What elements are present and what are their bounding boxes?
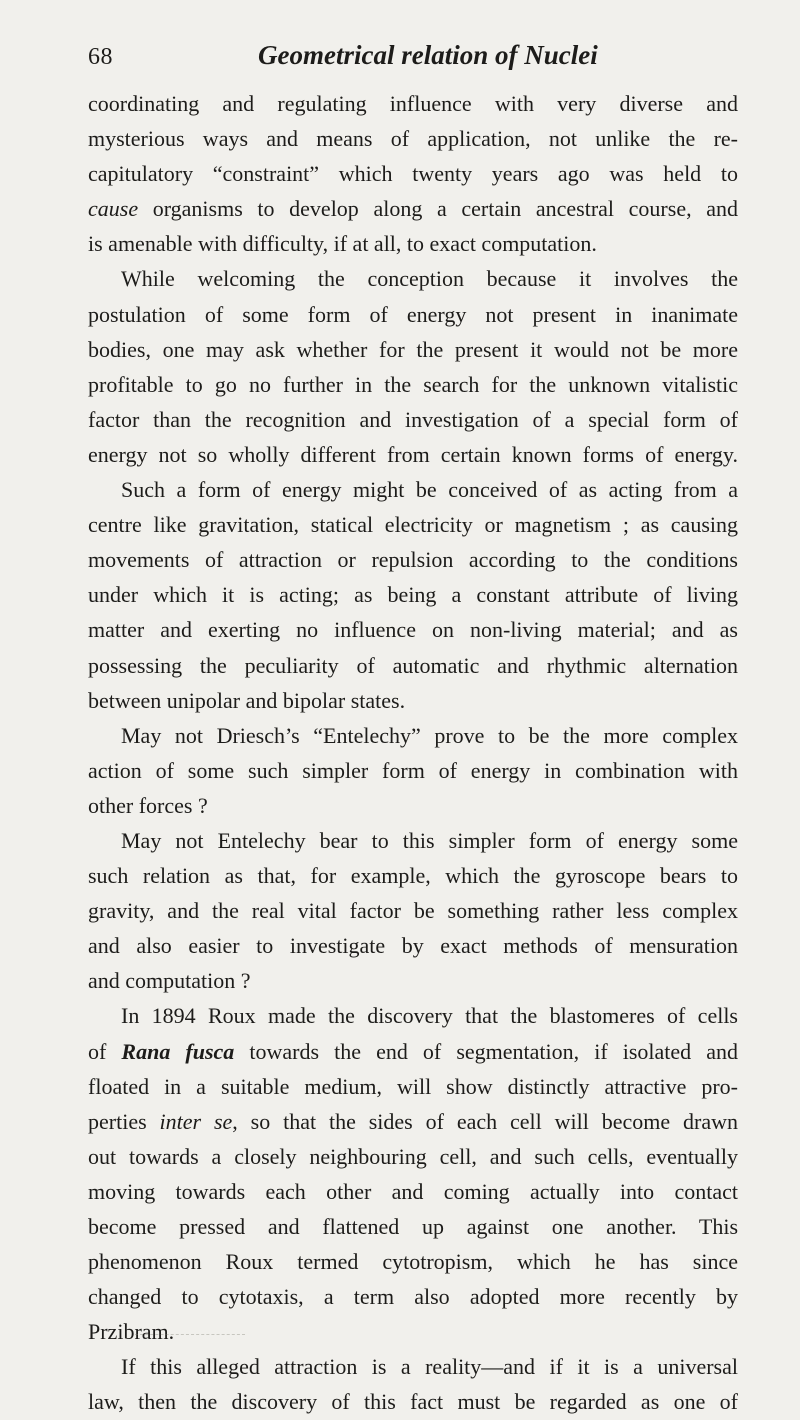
text-segment: other forces ? [88,792,208,818]
text-line [88,718,738,753]
text-segment: If this alleged attraction is a reality—and if it is a universal [121,1354,738,1380]
text-line [88,963,738,998]
text-segment: Rana fusca [121,1038,235,1064]
text-segment: factor than the recognition and investigation of a special form of [88,406,738,432]
text-line [88,1209,738,1244]
running-head [88,38,728,78]
text-segment: movements of attraction or repulsion according to the conditions [88,547,738,573]
text-line [88,893,738,928]
text-line [88,1174,738,1209]
text-segment: and computation ? [88,968,251,994]
text-line [88,858,738,893]
text-segment: matter and exerting no influence on non-living material; and as [88,617,738,643]
text-line [88,86,738,121]
body-text [88,86,738,1420]
text-segment: mysterious ways and means of application, not unlike the re- [88,126,738,152]
text-line [88,1384,738,1419]
text-line [88,542,738,577]
text-segment: is amenable with difficulty, if at all, to exact computation. [88,231,597,257]
text-segment: organisms to develop along a certain ancestral course, and [138,196,738,222]
text-segment: between unipolar and bipolar states. [88,687,406,713]
text-segment: bodies, one may ask whether for the present it would not be more [88,336,738,362]
text-segment: capitulatory “constraint” which twenty years ago was held to [88,161,738,187]
text-segment: coordinating and regulating influence with very diverse and [88,91,738,116]
text-segment: become pressed and flattened up against one another. This [88,1214,738,1239]
text-line [88,402,738,437]
text-line [88,823,738,858]
text-segment: profitable to go no further in the search for the unknown vitalistic [88,371,738,397]
text-line [88,437,738,472]
text-line [88,1279,738,1314]
text-line [88,472,738,507]
text-line [88,332,738,367]
text-line [88,928,738,963]
text-line [88,1139,738,1174]
text-line [88,648,738,683]
text-segment: such relation as that, for example, which the gyroscope bears to [88,863,738,889]
text-segment: phenomenon Roux termed cytotropism, which he has since [88,1249,738,1275]
text-segment: action of some such simpler form of energy in combination with [88,757,738,783]
text-segment: under which it is acting; as being a constant attribute of living [88,582,738,608]
text-line [88,1069,738,1104]
text-line [88,998,738,1033]
text-segment: law, then the discovery of this fact must be regarded as one of [88,1389,738,1415]
text-segment: , so that the sides of each cell will become drawn [232,1108,738,1134]
text-line [88,261,738,296]
text-line [88,1244,738,1279]
text-segment: cause [88,196,139,222]
text-segment: moving towards each other and coming actually into contact [88,1178,738,1204]
text-segment: and also easier to investigate by exact methods of mensuration [88,933,738,959]
text-line [88,121,738,156]
text-line [88,226,738,261]
text-line [88,1104,738,1139]
text-segment: out towards a closely neighbouring cell, and such cells, eventually [88,1143,738,1169]
text-line [88,577,738,612]
text-segment: of [88,1038,122,1064]
text-line [88,1034,738,1069]
running-title: Geometrical relation of Nuclei [258,40,598,70]
print-smudge [135,1320,245,1335]
text-segment: postulation of some form of energy not present in inanimate [88,301,738,327]
text-segment: possessing the peculiarity of automatic and rhythmic alternation [88,652,738,678]
text-line [88,191,738,226]
text-segment: Przibram. [88,1319,175,1345]
text-segment: May not Entelechy bear to this simpler form of energy some [121,827,738,853]
text-line [88,1349,738,1384]
text-line [88,156,738,191]
text-segment: Such a form of energy might be conceived of as acting from a [121,477,738,503]
text-line [88,788,738,823]
text-segment: perties [88,1108,160,1134]
text-line [88,367,738,402]
text-segment: energy not so wholly different from certain known forms of energy. [88,441,738,467]
text-segment: While welcoming the conception because it involves the [121,266,738,292]
text-segment: floated in a suitable medium, will show distinctly attractive pro- [88,1073,738,1099]
text-segment: towards the end of segmentation, if isolated and [234,1038,739,1064]
text-segment: centre like gravitation, statical electricity or magnetism ; as causing [88,512,738,538]
text-line [88,297,738,332]
text-line [88,612,738,647]
text-segment: changed to cytotaxis, a term also adopted more recently by [88,1284,738,1310]
text-segment: inter se [159,1108,233,1134]
text-segment: gravity, and the real vital factor be something rather less complex [88,898,738,924]
text-segment: In 1894 Roux made the discovery that the blastomeres of cells [121,1003,738,1029]
text-line [88,753,738,788]
text-segment: May not Driesch’s “Entelechy” prove to be the more complex [121,722,738,748]
page-number: 68 [88,44,113,70]
text-line [88,683,738,718]
text-line [88,507,738,542]
